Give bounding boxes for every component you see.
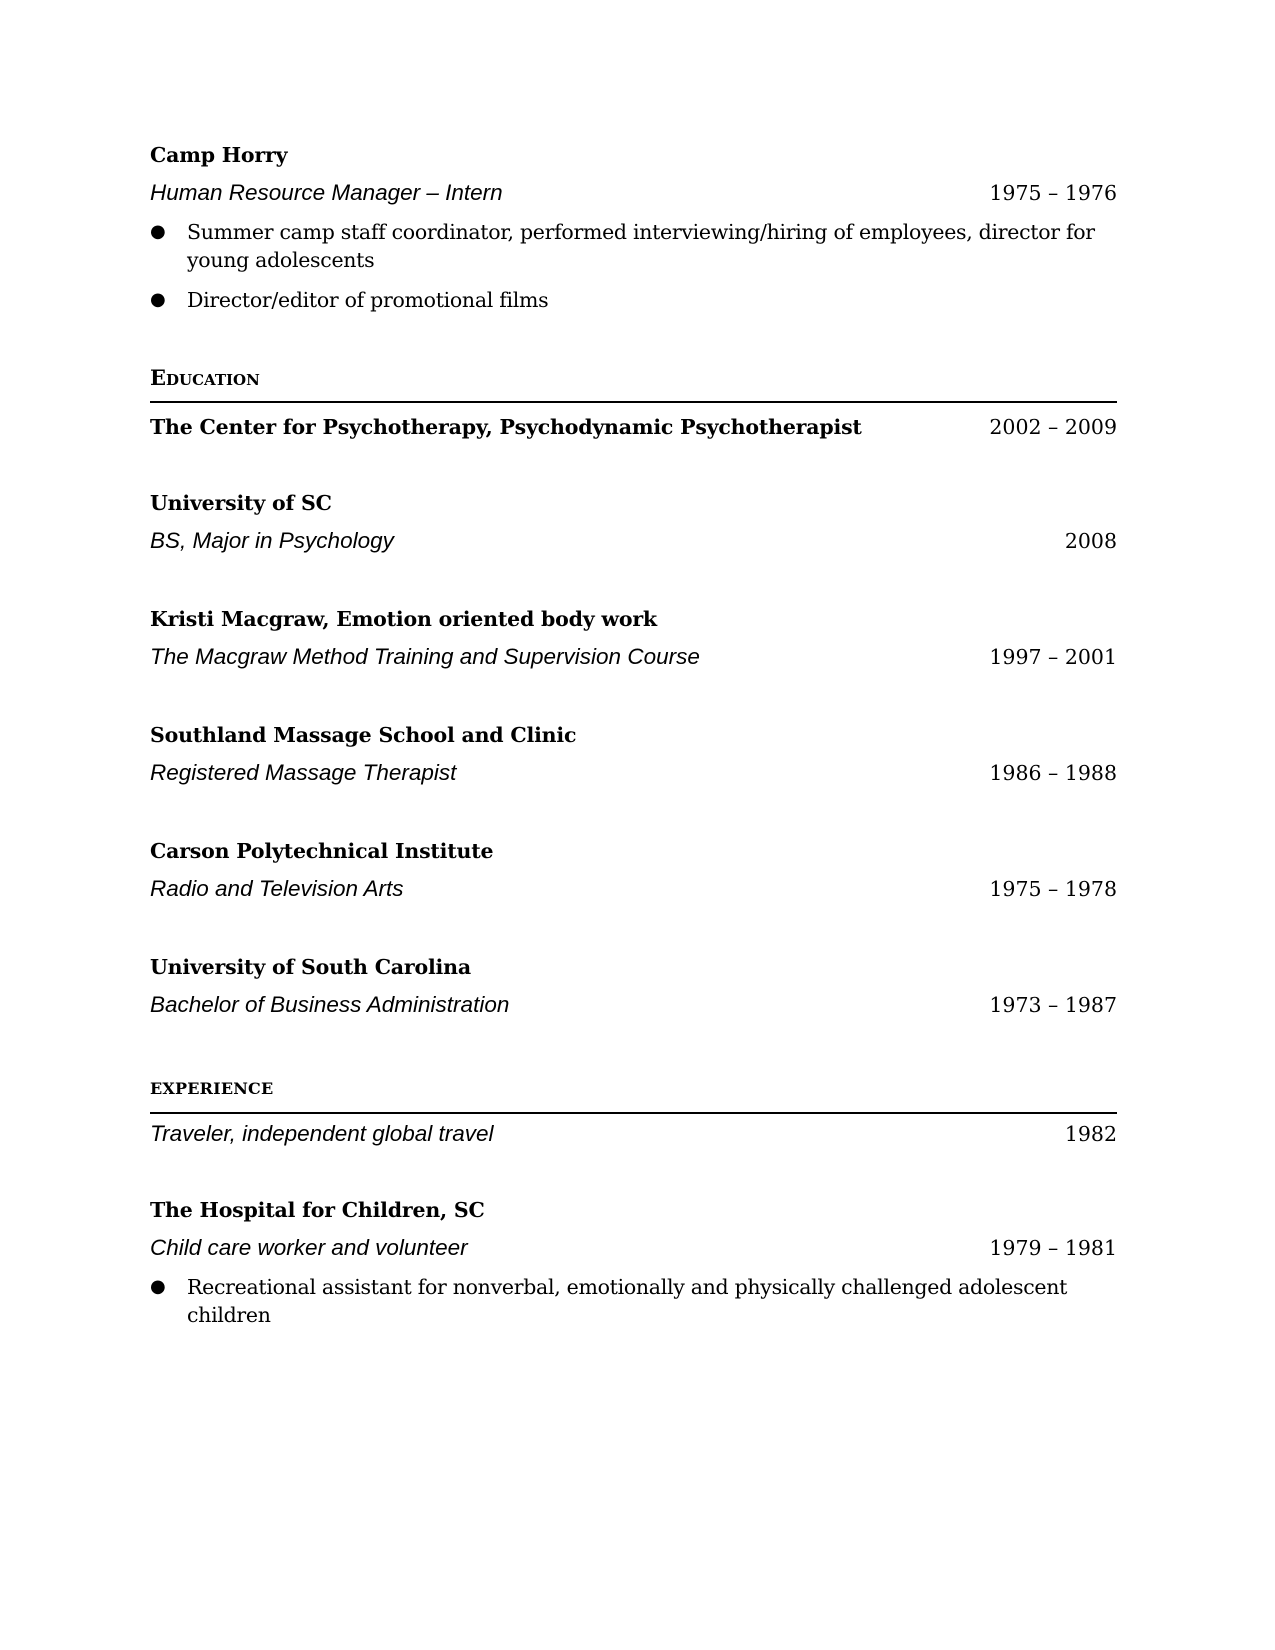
experience-entry [150, 1197, 1117, 1341]
entry-organization: University of SC [150, 491, 332, 515]
entry-role-row [150, 643, 1117, 671]
entry-role-row [150, 527, 1117, 555]
entry-role: Radio and Television Arts [150, 876, 404, 901]
entry-organization: The Hospital for Children, SC [150, 1198, 485, 1222]
entry-role: Human Resource Manager – Intern [150, 180, 503, 205]
entry-organization: Kristi Macgraw, Emotion oriented body work [150, 607, 657, 631]
education-entry [150, 722, 1117, 787]
entry-organization: Carson Polytechnical Institute [150, 839, 494, 863]
entry-role-row [150, 179, 1117, 207]
entry-organization: Camp Horry [150, 143, 288, 167]
bullet-text: Recreational assistant for nonverbal, emotionally and physically challenged adolescent children [187, 1275, 1068, 1327]
entry-date: 2008 [1064, 529, 1117, 553]
entry-organization: University of South Carolina [150, 955, 471, 979]
section-title: EXPERIENCE [150, 1079, 274, 1098]
education-entry [150, 413, 1117, 441]
entry-organization: Southland Massage School and Clinic [150, 723, 577, 747]
bullet-text: Director/editor of promotional films [187, 288, 549, 312]
entry-bullets [150, 218, 1117, 314]
entry-date: 1986 – 1988 [989, 761, 1117, 785]
bullet-item [150, 286, 1117, 314]
entry-organization: The Center for Psychotherapy, Psychodynamic Psychotherapist [150, 415, 862, 439]
entry-role: Child care worker and volunteer [150, 1235, 468, 1260]
experience-section-header [150, 1076, 1117, 1114]
entry-role-row [150, 1120, 1117, 1148]
education-entry [150, 490, 1117, 555]
education-entry [150, 954, 1117, 1019]
entry-role-row [150, 759, 1117, 787]
bullet-item [150, 218, 1117, 274]
entry-date: 1973 – 1987 [989, 993, 1117, 1017]
entry-role: BS, Major in Psychology [150, 528, 394, 553]
bullet-icon: ● [150, 289, 166, 310]
bullet-text: Summer camp staff coordinator, performed interviewing/hiring of employees, director for young adolescents [187, 220, 1095, 272]
bullet-item [150, 1273, 1117, 1329]
entry-role-row [150, 1234, 1117, 1262]
entry-role-row [150, 875, 1117, 903]
entry-date: 1975 – 1978 [989, 877, 1117, 901]
bullet-icon: ● [150, 221, 166, 242]
entry-role: Registered Massage Therapist [150, 760, 457, 785]
entry-bullets [150, 1273, 1117, 1329]
experience-entry [150, 1120, 1117, 1148]
entry-org-row [150, 413, 1117, 441]
section-title: Education [150, 365, 260, 390]
entry-role: Bachelor of Business Administration [150, 992, 510, 1017]
education-section-header [150, 365, 1117, 403]
entry-date: 1979 – 1981 [989, 1236, 1117, 1260]
bullet-icon: ● [150, 1276, 166, 1297]
entry-role: The Macgraw Method Training and Supervision Course [150, 644, 700, 669]
entry-date: 1975 – 1976 [989, 181, 1117, 205]
entry-date: 2002 – 2009 [989, 415, 1117, 439]
entry-date: 1982 [1064, 1122, 1117, 1146]
camp-horry-entry [150, 142, 1117, 326]
education-entry [150, 838, 1117, 903]
entry-role-row [150, 991, 1117, 1019]
education-entry [150, 606, 1117, 671]
entry-date: 1997 – 2001 [989, 645, 1117, 669]
entry-role: Traveler, independent global travel [150, 1121, 494, 1146]
